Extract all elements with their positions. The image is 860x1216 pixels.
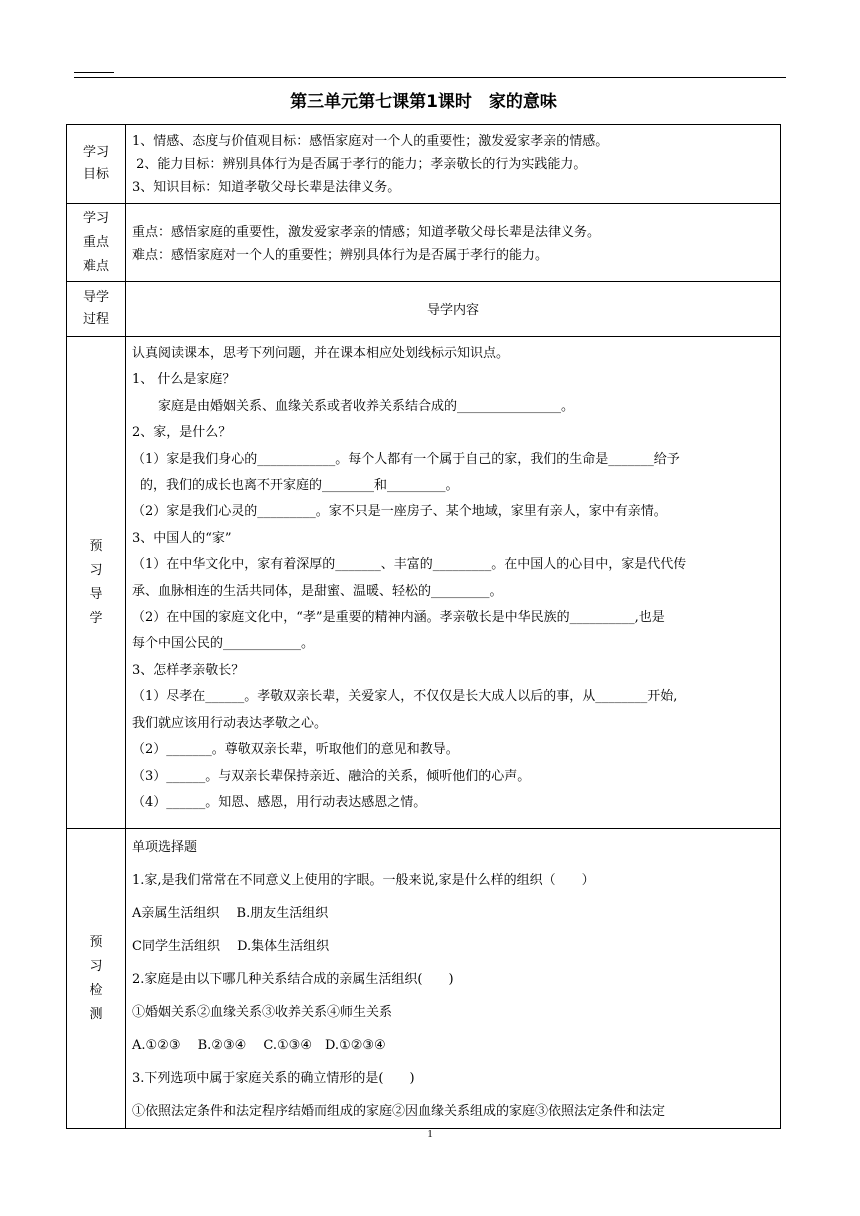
- preview-line: （2）_______。尊敬双亲长辈，听取他们的意见和教导。: [132, 742, 459, 758]
- check-line: C同学生活组织 D.集体生活组织: [132, 939, 330, 954]
- keypoint-line: 重点：感悟家庭的重要性，激发爱家孝亲的情感；知道孝敬父母长辈是法律义务。: [132, 225, 601, 240]
- check-line: 1.家,是我们常常在不同意义上使用的字眼。一般来说,家是什么样的组织（ ）: [132, 873, 595, 888]
- check-line: 单项选择题: [132, 840, 198, 855]
- preview-line: （3）______。与双亲长辈保持亲近、融洽的关系，倾听他们的心声。: [132, 768, 531, 784]
- preview-line: 1、 什么是家庭？: [132, 372, 236, 388]
- preview-line: 3、中国人的“家”: [132, 530, 232, 546]
- row-label-goals: 学习 目标: [67, 125, 126, 204]
- page-title: 第三单元第七课第1课时 家的意味: [290, 92, 557, 112]
- preview-line: 2、家，是什么？: [132, 425, 232, 441]
- preview-line: 我们就应该用行动表达孝敬之心。: [132, 715, 328, 731]
- preview-line: （1）尽孝在______。孝敬双亲长辈，关爱家人，不仅仅是长大成人以后的事，从________开始,: [132, 689, 678, 705]
- row-content-keypoints: [126, 204, 781, 282]
- table-row-goals: [67, 125, 781, 204]
- lesson-table: [66, 124, 781, 1129]
- page-number: 1: [427, 1128, 433, 1140]
- preview-line: （1）在中华文化中，家有着深厚的_______、丰富的_________。在中国人的心目中，家是代代传: [132, 557, 687, 573]
- preview-line: 每个中国公民的____________。: [132, 636, 315, 652]
- preview-line: （2）家是我们心灵的_________。家不只是一座房子、某个地域，家里有亲人，家中有亲情。: [132, 504, 667, 520]
- preview-line: 3、怎样孝亲敬长？: [132, 662, 245, 678]
- row-label-process: 导学 过程: [67, 282, 126, 337]
- process-heading: 导学内容: [126, 282, 781, 337]
- preview-line: （4）______。知恩、感恩，用行动表达感恩之情。: [132, 794, 427, 810]
- check-line: 2.家庭是由以下哪几种关系结合成的亲属生活组织( ): [132, 972, 454, 987]
- check-line: A.①②③ B.②③④ C.①③④ D.①②③④: [132, 1038, 386, 1053]
- header-rule: [74, 77, 786, 78]
- header-short-rule: [74, 72, 114, 73]
- table-row-check: [67, 829, 781, 1129]
- check-line: ①婚姻关系②血缘关系③收养关系④师生关系: [132, 1005, 393, 1020]
- table-row-preview: [67, 337, 781, 829]
- preview-line: 家庭是由婚姻关系、血缘关系或者收养关系结合成的________________。: [158, 398, 575, 414]
- keypoint-line: 难点：感悟家庭对一个人的重要性；辨别具体行为是否属于孝行的能力。: [132, 248, 549, 263]
- preview-line: （2）在中国的家庭文化中，“孝”是重要的精神内涵。孝亲敬长是中华民族的__________,也是: [132, 610, 665, 626]
- preview-line: （1）家是我们身心的____________。每个人都有一个属于自己的家，我们的生命是_______给予: [132, 451, 680, 467]
- row-label-preview: 预 习 导 学: [67, 337, 126, 829]
- row-label-keypoints: 学习 重点 难点: [67, 204, 126, 282]
- table-row-keypoints: [67, 204, 781, 282]
- goal-line: 2、能力目标：辨别具体行为是否属于孝行的能力；孝亲敬长的行为实践能力。: [132, 157, 587, 172]
- check-line: ①依照法定条件和法定程序结婚而组成的家庭②因血缘关系组成的家庭③依照法定条件和法定: [132, 1104, 666, 1119]
- table-row-process: [67, 282, 781, 337]
- row-content-check: [126, 829, 781, 1129]
- row-content-preview: [126, 337, 781, 829]
- row-label-check: 预 习 检 测: [67, 829, 126, 1129]
- check-line: 3.下列选项中属于家庭关系的确立情形的是( ): [132, 1071, 415, 1086]
- check-line: A亲属生活组织 B.朋友生活组织: [132, 906, 329, 921]
- goal-line: 3、知识目标：知道孝敬父母长辈是法律义务。: [132, 180, 401, 195]
- preview-line: 的，我们的成长也离不开家庭的________和_________。: [140, 478, 459, 494]
- row-content-goals: [126, 125, 781, 204]
- preview-line: 承、血脉相连的生活共同体，是甜蜜、温暖、轻松的_________。: [132, 583, 503, 599]
- goal-line: 1、情感、态度与价值观目标：感悟家庭对一个人的重要性；激发爱家孝亲的情感。: [132, 134, 609, 149]
- preview-line: 认真阅读课本，思考下列问题，并在课本相应处划线标示知识点。: [132, 346, 510, 361]
